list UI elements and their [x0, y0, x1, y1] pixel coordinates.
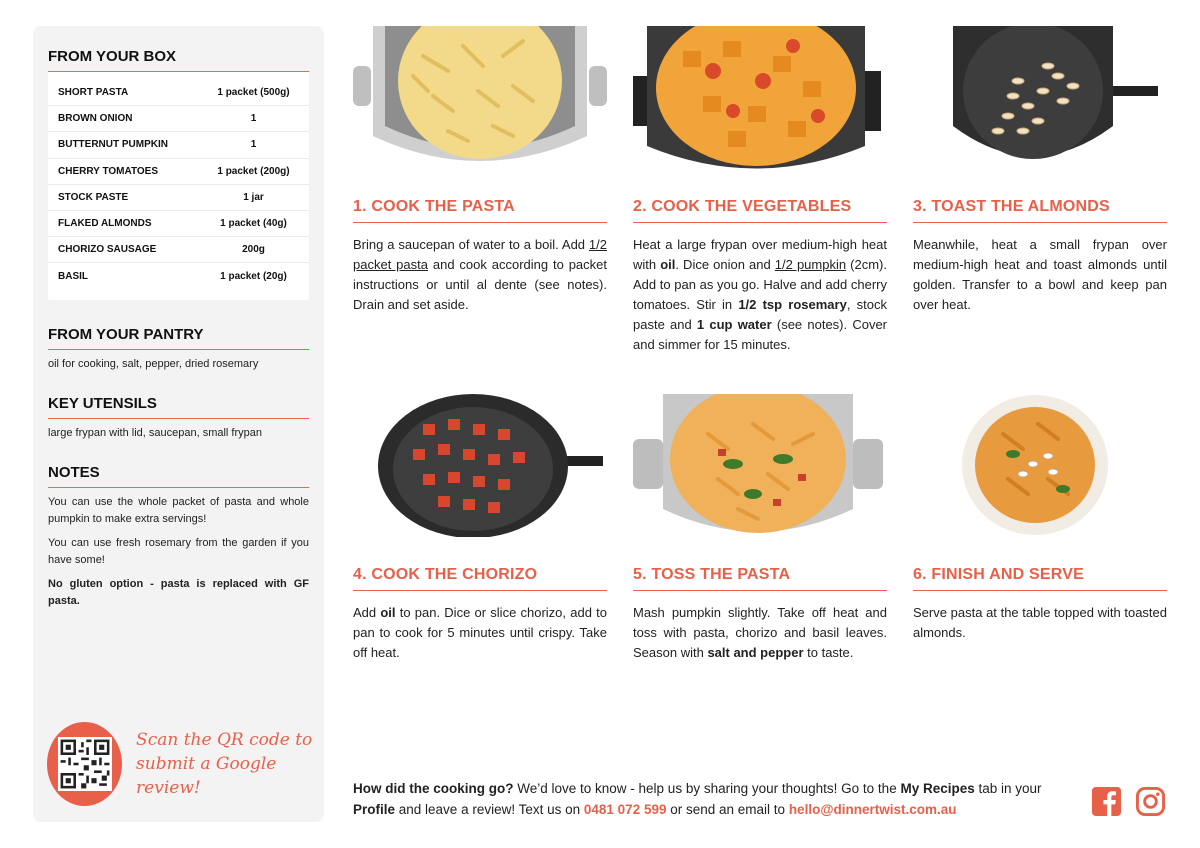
ingredient-qty: 1 packet (20g) [220, 270, 287, 282]
step-4 [353, 394, 607, 663]
ingredient-qty: 1 packet (200g) [217, 165, 290, 177]
step-title: 1. COOK THE PASTA [353, 198, 607, 223]
ingredient-name: CHORIZO SAUSAGE [58, 244, 157, 256]
qr-caption [136, 728, 324, 800]
pantry-section [48, 318, 309, 373]
ingredient-name: SHORT PASTA [58, 87, 129, 99]
served-bowl-photo [913, 394, 1167, 537]
step-text: to taste. [803, 645, 854, 660]
ingredient-row [48, 185, 309, 211]
my-recipes-link[interactable]: My Recipes [900, 781, 975, 796]
step-body [913, 603, 1167, 643]
ingredient-name: BASIL [58, 270, 88, 282]
step-text-bold: salt and pepper [707, 645, 804, 660]
step-text-bold: 1 cup water [696, 317, 772, 332]
step-text-bold: 1/2 tsp rosemary [738, 297, 847, 312]
step-body [353, 603, 607, 663]
sidebar [33, 26, 324, 822]
note-item: No gluten option - pasta is replaced with GF pasta. [48, 577, 309, 607]
utensils-section [48, 387, 309, 442]
step-title: 6. FINISH AND SERVE [913, 566, 1167, 591]
step-text-bold: oil [380, 605, 396, 620]
almonds-pan-photo [913, 26, 1167, 169]
step-text: to pan. Dice or slice chorizo, add to pan to cook for 5 minutes until crispy. Take off heat. [353, 605, 607, 660]
step-body [353, 235, 607, 315]
ingredient-name: STOCK PASTE [58, 191, 129, 203]
utensils-heading: KEY UTENSILS [48, 387, 309, 419]
step-text-underlined: 1/2 packet pasta [353, 237, 607, 272]
ingredient-qty: 1 [250, 113, 257, 125]
step-title: 2. COOK THE VEGETABLES [633, 198, 887, 223]
note-item: You can use the whole packet of pasta and whole pumpkin to make extra servings! [48, 495, 309, 525]
step-title: 5. TOSS THE PASTA [633, 566, 887, 591]
step-text: Add [353, 605, 381, 620]
step-5 [633, 394, 887, 663]
ingredient-qty: 200g [242, 244, 265, 256]
ingredient-list [48, 78, 309, 290]
footer-text: or send an email to [666, 802, 789, 817]
step-title: 4. COOK THE CHORIZO [353, 566, 607, 591]
step-3 [913, 26, 1167, 315]
ingredient-qty: 1 packet (40g) [220, 218, 287, 230]
step-2 [633, 26, 887, 355]
ingredient-name: CHERRY TOMATOES [58, 165, 159, 177]
footer-text: tab in your [974, 781, 1042, 796]
step-body [633, 603, 887, 663]
email-link[interactable]: hello@dinnertwist.com.au [788, 802, 957, 817]
ingredient-row [48, 132, 309, 158]
step-text-bold: oil [660, 257, 676, 272]
ingredient-qty: 1 [250, 139, 257, 151]
step-1 [353, 26, 607, 315]
step-title: 3. TOAST THE ALMONDS [913, 198, 1167, 223]
note-item: You can use fresh rosemary from the garden if you have some! [48, 536, 309, 566]
qr-review-block [47, 722, 324, 806]
footer-question: How did the cooking go? [353, 781, 514, 796]
qr-caption-line: Scan the QR code to [136, 730, 313, 750]
social-links [1091, 786, 1166, 817]
pantry-text: oil for cooking, salt, pepper, dried rosemary [48, 357, 259, 370]
utensils-text: large frypan with lid, saucepan, small frypan [48, 426, 262, 439]
ingredient-row [48, 263, 309, 289]
footer-text: and leave a review! Text us on [395, 802, 584, 817]
pantry-heading: FROM YOUR PANTRY [48, 318, 309, 350]
ingredient-row [48, 211, 309, 237]
from-your-box-heading: FROM YOUR BOX [48, 40, 309, 72]
ingredient-name: FLAKED ALMONDS [58, 218, 152, 230]
ingredient-qty: 1 packet (500g) [217, 87, 290, 99]
phone-link[interactable]: 0481 072 599 [583, 802, 667, 817]
ingredient-name: BROWN ONION [58, 113, 133, 125]
step-text: Heat a large frypan over medium-high heat with [633, 237, 887, 272]
from-your-box-card [48, 40, 309, 300]
step-text: , stock paste and [633, 297, 887, 332]
instagram-icon[interactable] [1135, 786, 1166, 817]
ingredient-name: BUTTERNUT PUMPKIN [58, 139, 168, 151]
qr-badge [47, 722, 122, 806]
chorizo-pan-photo [353, 394, 607, 537]
step-text: and cook according to packet instructions or until al dente (see notes). Drain and set aside. [353, 257, 607, 312]
step-text: . Dice onion and [675, 257, 775, 272]
step-text: (see notes). Cover and simmer for 15 minutes. [633, 317, 888, 352]
vegetables-pan-photo [633, 26, 887, 169]
step-text-underlined: 1/2 pumpkin [774, 257, 847, 272]
ingredient-qty: 1 jar [243, 191, 264, 203]
step-text: (2cm). Add to pan as you go. Halve and add cherry tomatoes. Stir in [633, 257, 887, 312]
step-text: Mash pumpkin slightly. Take off heat and toss with pasta, chorizo and basil leaves. Season with [633, 605, 887, 660]
ingredient-row [48, 106, 309, 132]
step-body [913, 235, 1167, 315]
ingredient-row [48, 80, 309, 106]
notes-section [48, 456, 309, 610]
step-text: Serve pasta at the table topped with toasted almonds. [913, 605, 1167, 640]
ingredient-row [48, 159, 309, 185]
review-footer [353, 778, 1083, 820]
pasta-pot-photo [353, 26, 607, 169]
notes-heading: NOTES [48, 456, 309, 488]
ingredient-row [48, 237, 309, 263]
step-6 [913, 394, 1167, 643]
step-text: Meanwhile, heat a small frypan over medium-high heat and toast almonds until golden. Transfer to a bowl and keep pan over heat. [913, 237, 1167, 312]
step-text: Bring a saucepan of water to a boil. Add [353, 237, 589, 252]
qr-code-icon[interactable] [58, 737, 112, 791]
profile-link[interactable]: Profile [353, 802, 396, 817]
qr-caption-line: submit a Google review! [136, 754, 277, 798]
footer-text: We’d love to know - help us by sharing your thoughts! Go to the [513, 781, 901, 796]
facebook-icon[interactable] [1091, 786, 1122, 817]
toss-pasta-pot-photo [633, 394, 887, 537]
step-body [633, 235, 887, 355]
